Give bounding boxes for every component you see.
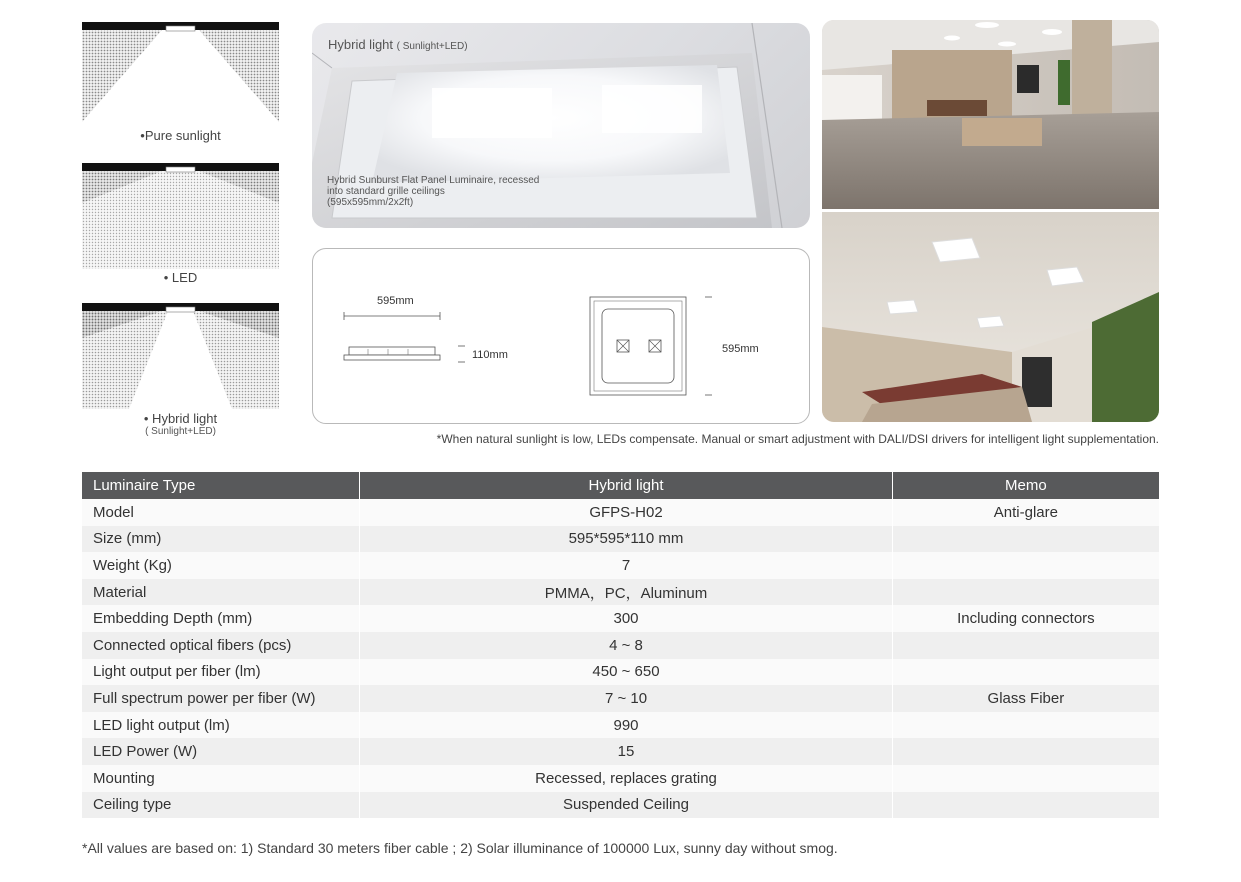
row-memo bbox=[892, 712, 1159, 739]
photo-desc-line2: into standard grille ceilings bbox=[327, 186, 445, 197]
table-row bbox=[82, 605, 1159, 632]
row-value: PMMA，PC，Aluminum bbox=[360, 579, 893, 606]
diagram-hybrid bbox=[82, 303, 279, 409]
luminaire-photo-description bbox=[327, 175, 577, 208]
row-label: Mounting bbox=[82, 765, 360, 792]
row-value: Suspended Ceiling bbox=[360, 792, 893, 819]
table-row bbox=[82, 526, 1159, 553]
room-photo-living bbox=[822, 20, 1159, 209]
diagram-caption-hybrid-main: • Hybrid light bbox=[143, 411, 218, 426]
row-memo bbox=[892, 632, 1159, 659]
table-row bbox=[82, 632, 1159, 659]
row-value: 595*595*110 mm bbox=[360, 526, 893, 553]
table-row bbox=[82, 552, 1159, 579]
table-row bbox=[82, 579, 1159, 606]
spec-table bbox=[82, 472, 1159, 818]
compensation-note: *When natural sunlight is low, LEDs compensate. Manual or smart adjustment with DALI/DSI drivers for intelligent light supplementation. bbox=[436, 432, 1159, 446]
table-row bbox=[82, 499, 1159, 526]
row-label: Size (mm) bbox=[82, 526, 360, 553]
row-memo: Anti-glare bbox=[892, 499, 1159, 526]
row-value: 300 bbox=[360, 605, 893, 632]
row-value: 15 bbox=[360, 738, 893, 765]
row-memo bbox=[892, 552, 1159, 579]
room-photo-office bbox=[822, 212, 1159, 422]
row-value: 7 bbox=[360, 552, 893, 579]
row-value: Recessed, replaces grating bbox=[360, 765, 893, 792]
row-memo bbox=[892, 526, 1159, 553]
header-hybrid-light: Hybrid light bbox=[360, 472, 893, 499]
table-row bbox=[82, 659, 1159, 686]
footnote: *All values are based on: 1) Standard 30 meters fiber cable ; 2) Solar illuminance of 100000 Lux, sunny day without smog. bbox=[82, 840, 838, 856]
row-label: Material bbox=[82, 579, 360, 606]
header-luminaire-type: Luminaire Type bbox=[82, 472, 360, 499]
photo-desc-line3: (595x595mm/2x2ft) bbox=[327, 197, 414, 208]
row-memo bbox=[892, 765, 1159, 792]
table-row bbox=[82, 685, 1159, 712]
diagram-led bbox=[82, 163, 279, 269]
row-memo bbox=[892, 738, 1159, 765]
row-label: Weight (Kg) bbox=[82, 552, 360, 579]
row-memo: Glass Fiber bbox=[892, 685, 1159, 712]
row-value: 450 ~ 650 bbox=[360, 659, 893, 686]
photo-desc-line1: Hybrid Sunburst Flat Panel Luminaire, recessed bbox=[327, 175, 540, 186]
table-row bbox=[82, 792, 1159, 819]
photo-title-text: Hybrid light bbox=[328, 37, 394, 52]
table-row bbox=[82, 738, 1159, 765]
row-value: 7 ~ 10 bbox=[360, 685, 893, 712]
header-memo: Memo bbox=[892, 472, 1159, 499]
photo-title-sub: ( Sunlight+LED) bbox=[396, 41, 468, 52]
row-label: LED light output (lm) bbox=[82, 712, 360, 739]
dimension-width-label: 595mm bbox=[377, 295, 414, 307]
diagram-caption-hybrid bbox=[82, 411, 279, 437]
row-value: 4 ~ 8 bbox=[360, 632, 893, 659]
row-value: GFPS-H02 bbox=[360, 499, 893, 526]
row-memo bbox=[892, 579, 1159, 606]
drawing-svg bbox=[313, 249, 809, 423]
row-label: Ceiling type bbox=[82, 792, 360, 819]
row-memo: Including connectors bbox=[892, 605, 1159, 632]
row-label: Full spectrum power per fiber (W) bbox=[82, 685, 360, 712]
row-label: Connected optical fibers (pcs) bbox=[82, 632, 360, 659]
row-label: Model bbox=[82, 499, 360, 526]
table-row bbox=[82, 765, 1159, 792]
diagram-pure-sunlight bbox=[82, 22, 279, 128]
diagram-caption-hybrid-sub: ( Sunlight+LED) bbox=[145, 426, 216, 437]
row-memo bbox=[892, 659, 1159, 686]
dimension-height-label: 110mm bbox=[472, 349, 508, 361]
row-memo bbox=[892, 792, 1159, 819]
row-label: Light output per fiber (lm) bbox=[82, 659, 360, 686]
diagram-caption-pure-sunlight: •Pure sunlight bbox=[140, 128, 221, 143]
technical-drawing bbox=[312, 248, 810, 424]
table-header-row bbox=[82, 472, 1159, 499]
luminaire-photo bbox=[312, 23, 810, 228]
row-value: 990 bbox=[360, 712, 893, 739]
row-label: LED Power (W) bbox=[82, 738, 360, 765]
luminaire-photo-title bbox=[328, 37, 468, 52]
dimension-side-label: 595mm bbox=[722, 343, 759, 355]
diagram-caption-led: • LED bbox=[163, 270, 198, 285]
row-label: Embedding Depth (mm) bbox=[82, 605, 360, 632]
table-row bbox=[82, 712, 1159, 739]
